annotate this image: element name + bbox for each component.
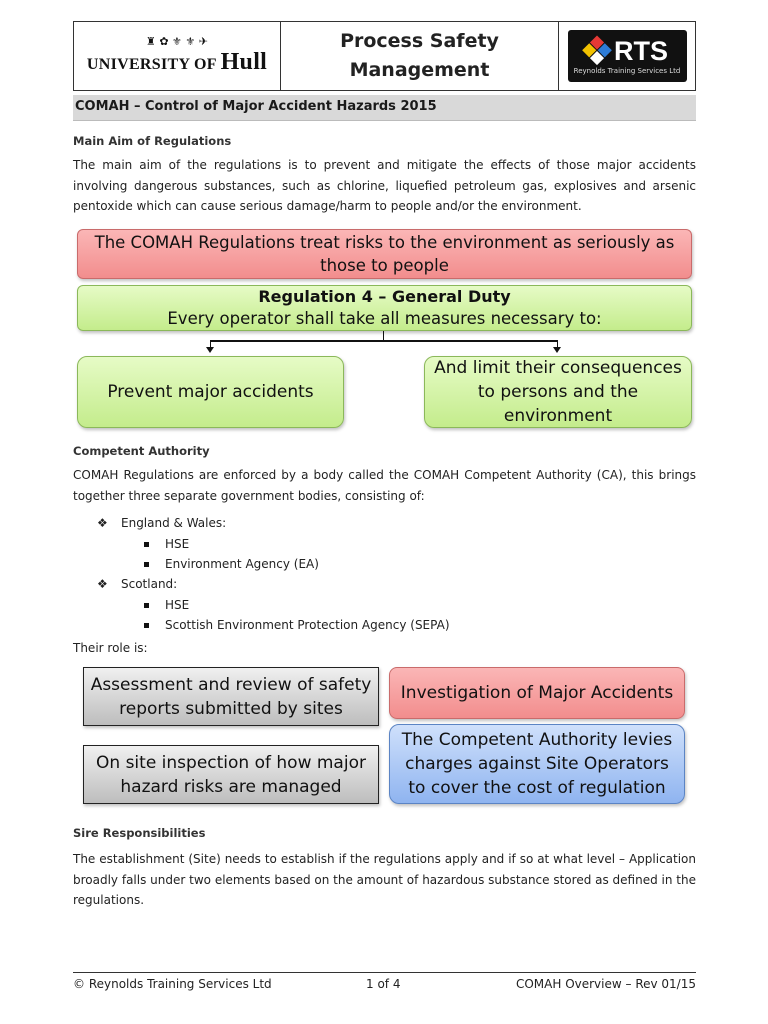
page-header	[73, 21, 696, 91]
list-item: ❖ England & Wales:	[97, 516, 227, 530]
arrow-down-icon	[553, 347, 561, 353]
footer-copyright: © Reynolds Training Services Ltd	[73, 977, 272, 991]
title-line-2: Management	[349, 59, 490, 81]
site-responsibilities-heading: Sire Responsibilities	[73, 826, 206, 840]
square-bullet-icon	[144, 562, 149, 567]
assessment-role-box: Assessment and review of safety reports submitted by sites	[83, 667, 379, 726]
role-intro: Their role is:	[73, 641, 148, 655]
university-name: Hull	[220, 49, 268, 75]
diamond-logo-icon	[581, 35, 612, 66]
square-bullet-icon	[144, 603, 149, 608]
square-bullet-icon	[144, 542, 149, 547]
environment-statement-box: The COMAH Regulations treat risks to the environment as seriously as those to people	[77, 229, 692, 279]
diamond-bullet-icon: ❖	[97, 577, 108, 591]
prevent-accidents-box: Prevent major accidents	[77, 356, 344, 428]
footer-page-number: 1 of 4	[366, 977, 401, 991]
document-title	[281, 22, 559, 90]
regulation-4-subtitle: Every operator shall take all measures necessary to:	[167, 309, 602, 328]
footer-divider	[73, 972, 696, 973]
list-item: HSE	[144, 598, 189, 612]
rts-logo-subtitle: Reynolds Training Services Ltd	[573, 67, 681, 75]
section-title: COMAH – Control of Major Accident Hazards 2015	[73, 95, 696, 121]
site-responsibilities-body: The establishment (Site) needs to establish if the regulations apply and if so at what level – Application broadly falls under two elements based on the amount of hazardous substance stored as defined in the regulations.	[73, 852, 696, 907]
main-aim-body: The main aim of the regulations is to prevent and mitigate the effects of those major accidents involving dangerous substances, such as chlorine, liquefied petroleum gas, explosives and arsenic pentoxide which can cause serious damage/harm to people and/or the environment.	[73, 158, 696, 213]
rts-logo-text: RTS	[614, 36, 668, 66]
competent-authority-body: COMAH Regulations are enforced by a body called the COMAH Competent Authority (CA), this brings together three separate government bodies, consisting of:	[73, 468, 696, 503]
list-item: HSE	[144, 537, 189, 551]
title-line-1: Process Safety	[340, 30, 499, 52]
crest-icons: ♜ ✿ ⚜ ⚜ ✈	[145, 35, 208, 48]
regulation-4-title: Regulation 4 – General Duty	[258, 287, 511, 306]
investigation-role-box: Investigation of Major Accidents	[389, 667, 685, 719]
diamond-bullet-icon: ❖	[97, 516, 108, 530]
main-aim-heading: Main Aim of Regulations	[73, 134, 232, 148]
connector-bar	[210, 340, 558, 342]
regulation-4-box	[77, 285, 692, 331]
university-prefix: UNIVERSITY OF	[86, 56, 217, 73]
arrow-down-icon	[206, 347, 214, 353]
square-bullet-icon	[144, 623, 149, 628]
inspection-role-box: On site inspection of how major hazard risks are managed	[83, 745, 379, 804]
rts-logo	[568, 30, 687, 82]
charges-role-box: The Competent Authority levies charges against Site Operators to cover the cost of regulation	[389, 724, 685, 804]
list-item: Environment Agency (EA)	[144, 557, 319, 571]
list-item: ❖ Scotland:	[97, 577, 178, 591]
competent-authority-heading: Competent Authority	[73, 444, 210, 458]
footer-document-info: COMAH Overview – Rev 01/15	[515, 977, 696, 991]
university-logo	[74, 22, 281, 90]
limit-consequences-box: And limit their consequences to persons and the environment	[424, 356, 692, 428]
list-item: Scottish Environment Protection Agency (SEPA)	[144, 618, 450, 632]
